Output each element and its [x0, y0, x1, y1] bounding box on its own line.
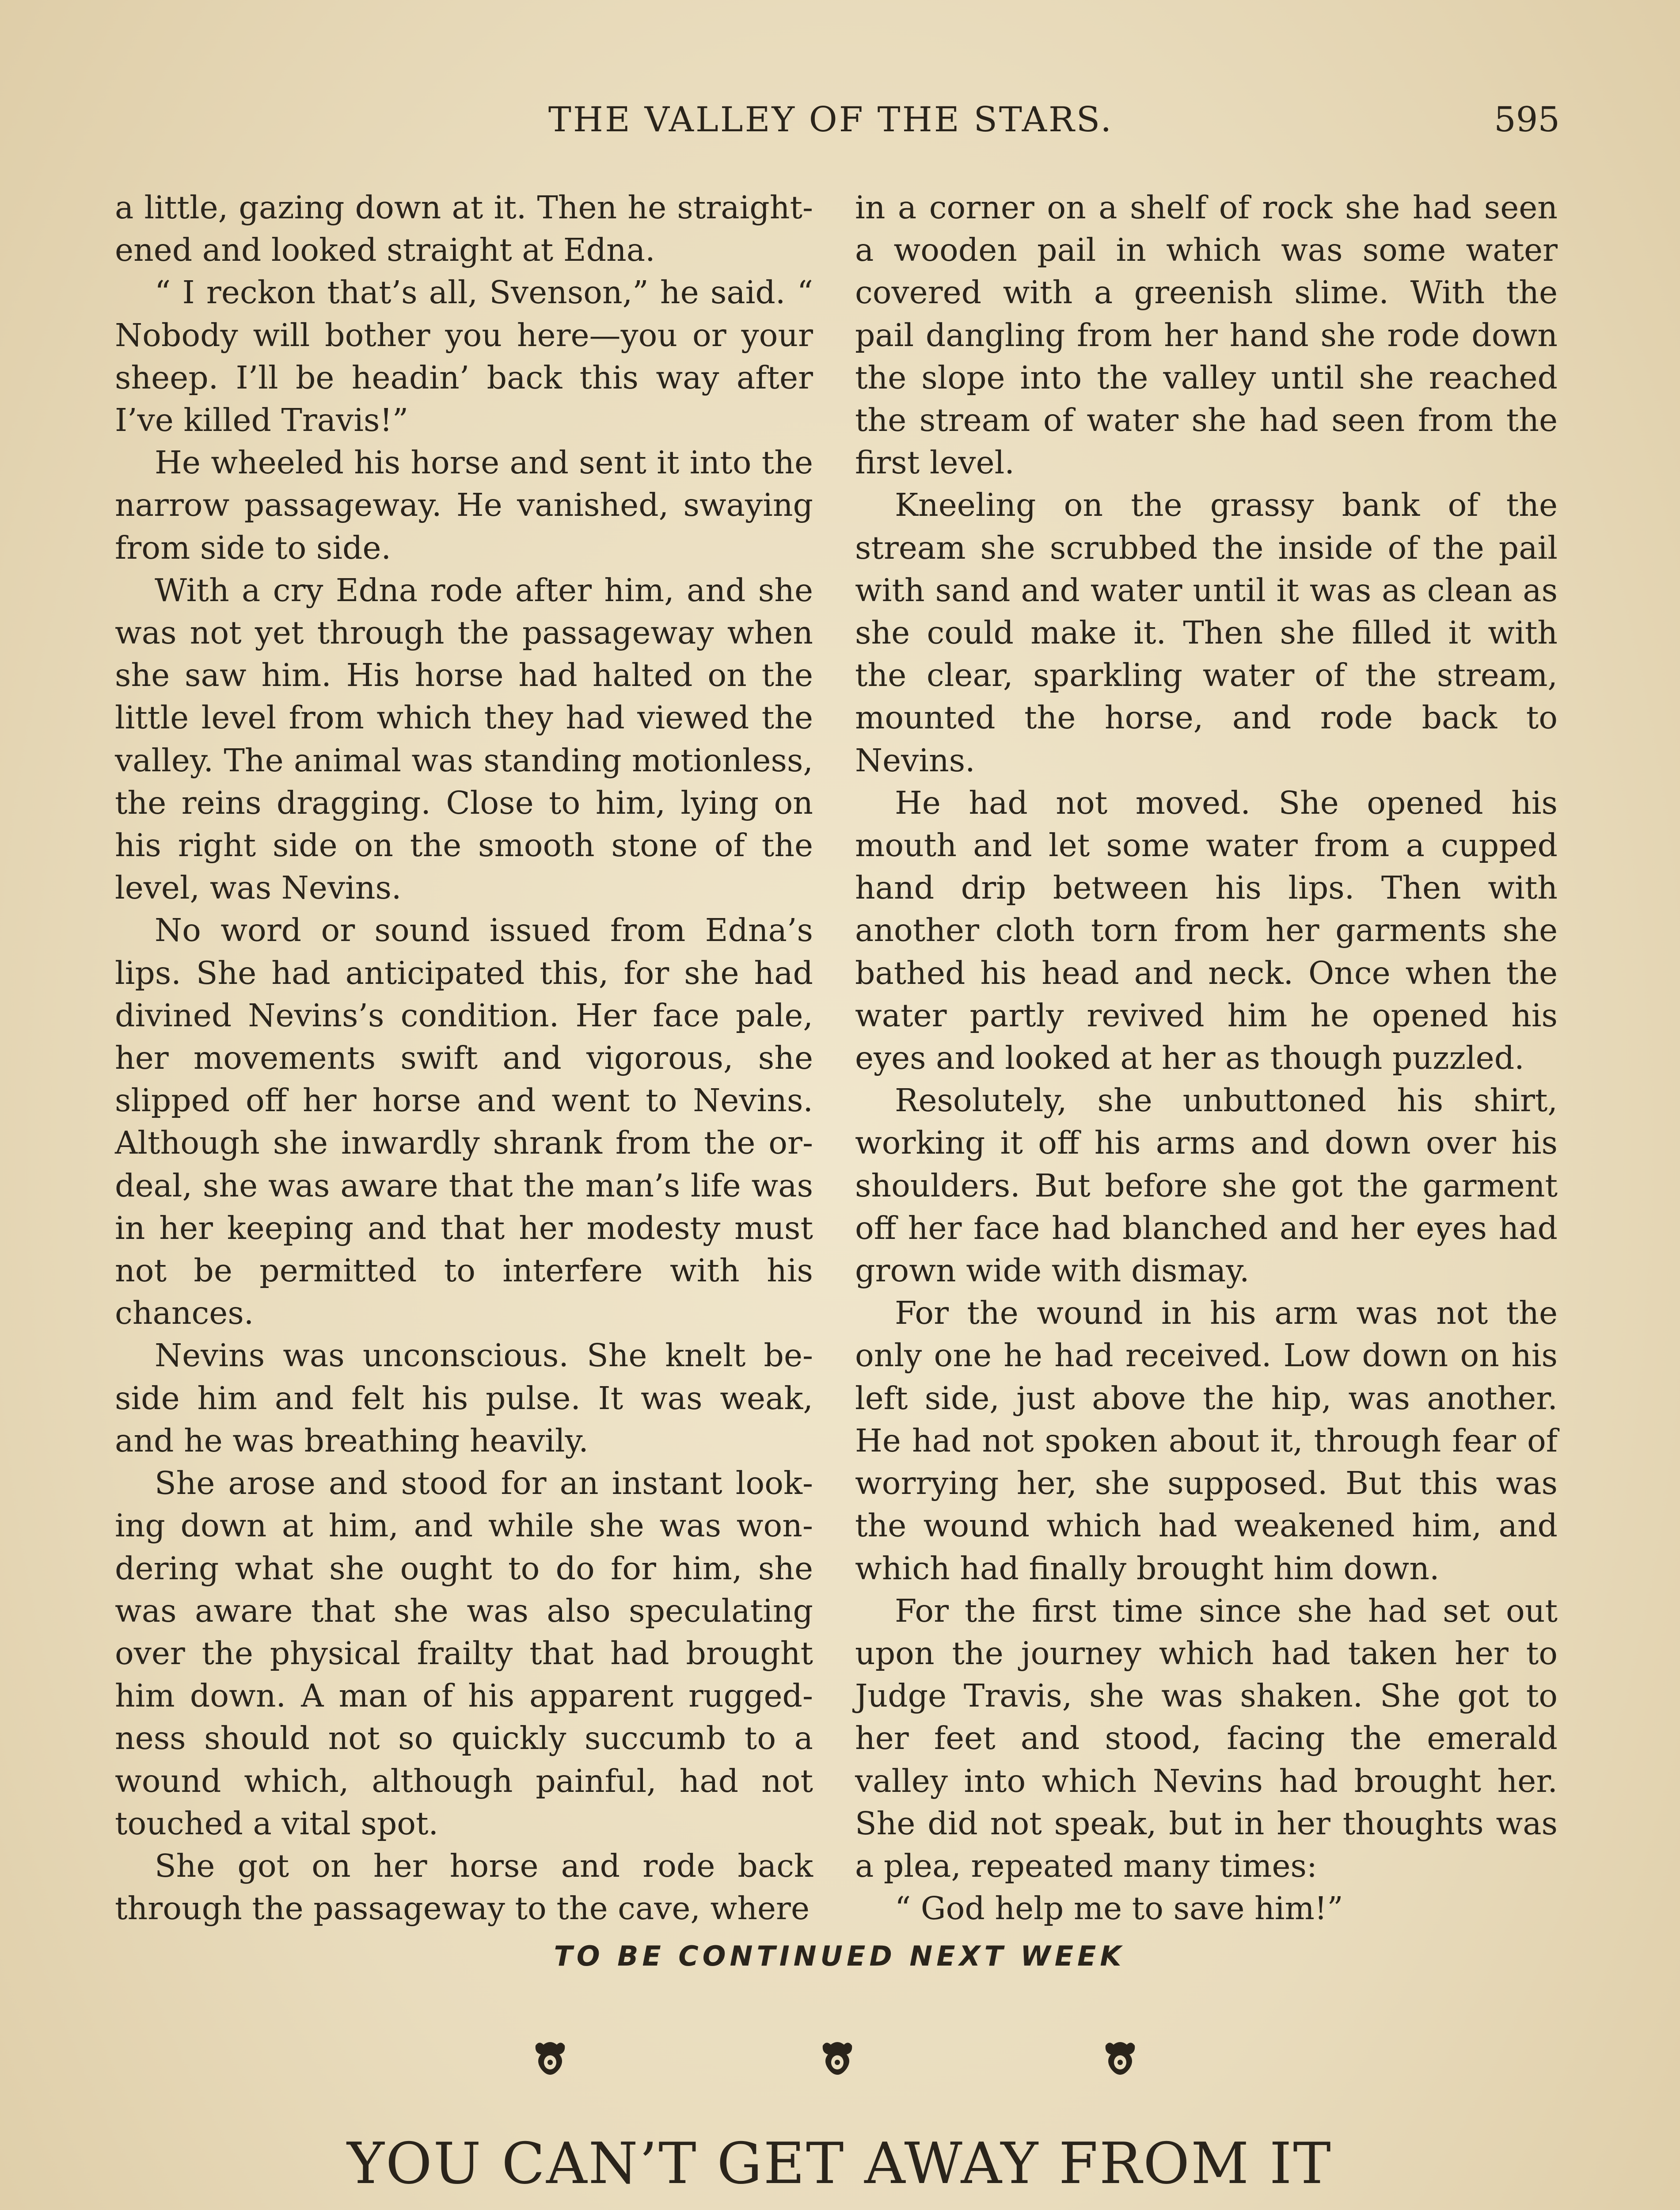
fleuron-icon [817, 2038, 857, 2077]
paragraph: She arose and stood for an instant looking down at him, and while she was wondering what she ought to do for him, she was aware that she was also speculating over the physical frailty that had brought him down. A man of his apparent ruggedness should not so quickly succumb to a wound which, although painful, had not touched a vital spot. [115, 1465, 813, 1842]
paragraph: She got on her horse and rode back through the passageway to the cave, where [115, 1847, 813, 1927]
fleuron-icon [530, 2038, 570, 2077]
paragraph: He had not moved. She opened his mouth and let some water from a cupped hand drip between his lips. Then with another cloth torn from her garments she bathed his head and neck. Once when the water partly revived him he opened his eyes and looked at her as though puzzled. [855, 784, 1558, 1077]
story-column-left [115, 187, 813, 1930]
story-column-right [855, 187, 1558, 1930]
announcement-headline: YOU CAN’T GET AWAY FROM IT [347, 2131, 1332, 2197]
paragraph: No word or sound issued from Edna’s lips. She had anticipated this, for she had divined Nevins’s condition. Her face pale, her movements swift and vigorous, she slipped off her horse and went to Nevins. Although she inwardly shrank from the ordeal, she was aware that the man’s life was in her keeping and that her modesty must not be permitted to interfere with his chances. [115, 912, 813, 1332]
page-number: 595 [1494, 100, 1560, 140]
paragraph: Kneeling on the grassy bank of the stream she scrubbed the inside of the pail with sand and water until it was as clean as she could make it. Then she filled it with the clear, sparkling water of the stream, mounted the horse, and rode back to Nevins. [855, 487, 1558, 779]
paragraph: With a cry Edna rode after him, and she was not yet through the passageway when she saw him. His horse had halted on the little level from which they had viewed the valley. The animal was standing motionless, the reins dragging. Close to him, lying on his right side on the smooth stone of the level, was Nevins. [115, 572, 813, 907]
paragraph: For the wound in his arm was not the only one he had received. Low down on his left side, just above the hip, was another. He had not spoken about it, through fear of worrying her, she supposed. But this was the wound which had weakened him, and which had finally brought him down. [855, 1295, 1558, 1587]
paragraph: “ God help me to save him!” [895, 1890, 1343, 1927]
paragraph: For the first time since she had set out upon the journey which had taken her to Judge Travis, she was shaken. She got to her feet and stood, facing the emerald valley into which Nevins had brought her. She did not speak, but in her thoughts was a plea, repeated many times: [855, 1592, 1558, 1884]
paragraph: a little, gazing down at it. Then he straightened and looked straight at Edna. [115, 189, 813, 269]
paragraph: Resolutely, she unbuttoned his shirt, working it off his arms and down over his shoulders. But before she got the garment off her face had blanched and her eyes had grown wide with dismay. [855, 1082, 1558, 1289]
paragraph: in a corner on a shelf of rock she had seen a wooden pail in which was some water covered with a greenish slime. With the pail dangling from her hand she rode down the slope into the valley until she reached the stream of water she had seen from the first level. [855, 189, 1558, 481]
paragraph: Nevins was unconscious. She knelt beside him and felt his pulse. It was weak, and he was breathing heavily. [115, 1337, 813, 1459]
paragraph: He wheeled his horse and sent it into the narrow passageway. He vanished, swaying from side to side. [115, 444, 813, 566]
ornament-divider [508, 2038, 1171, 2091]
continued-notice: TO BE CONTINUED NEXT WEEK [554, 1940, 1125, 1972]
paragraph: “ I reckon that’s all, Svenson,” he said. “ Nobody will bother you here—you or your sheep. I’ll be headin’ back this way after I’ve killed Travis!” [115, 274, 813, 439]
fleuron-icon [1100, 2038, 1140, 2077]
running-title: THE VALLEY OF THE STARS. [548, 100, 1114, 140]
